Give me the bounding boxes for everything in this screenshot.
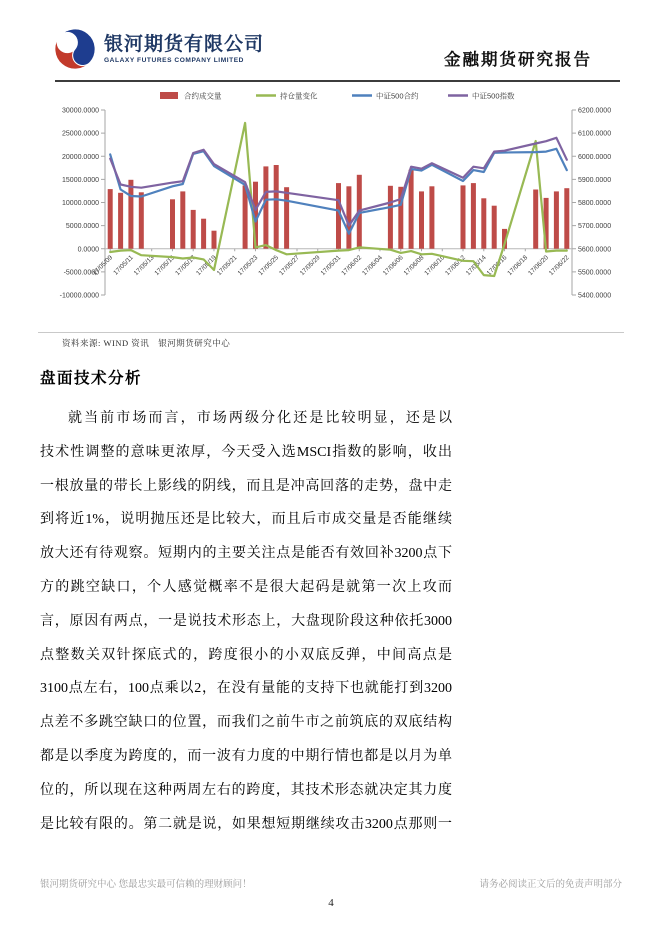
volume-bar [409, 170, 414, 249]
paragraph-line: 一根放量的带长上影线的阴线，而且是冲高回落的走势，盘中走 [40, 478, 452, 494]
x-axis-label: 17/05/17 [174, 254, 198, 278]
volume-bar [191, 210, 196, 249]
volume-bar [139, 192, 144, 248]
page-number: 4 [328, 897, 334, 909]
left-axis-label: 20000.0000 [62, 153, 99, 161]
volume-bar [533, 190, 538, 249]
right-axis-label: 6100.0000 [578, 130, 612, 138]
paragraph-line: 点整数关双针探底式的，跨度很小的小双底反弹，中间高点是 [40, 647, 452, 663]
futures-combo-chart [38, 86, 630, 326]
left-axis-label: 25000.0000 [62, 130, 99, 138]
left-axis-label: -5000.0000 [63, 269, 99, 277]
x-axis-label: 17/05/09 [91, 254, 115, 278]
footer-right-note: 请务必阅读正文后的免责声明部分 [479, 879, 622, 890]
volume-bar [346, 186, 351, 248]
x-axis-label: 17/06/16 [485, 254, 509, 278]
volume-bar [180, 191, 185, 248]
header-divider [55, 80, 620, 82]
paragraph-line: 位的，所以现在这种两周左右的跨度，其技术形态就决定其力度 [40, 782, 452, 798]
x-axis-label: 17/06/04 [361, 254, 384, 278]
x-axis-label: 17/06/20 [527, 254, 550, 278]
volume-bar [492, 206, 497, 249]
volume-bar [564, 188, 569, 249]
volume-bar [419, 191, 424, 248]
legend-swatch-volume [160, 92, 178, 99]
x-axis-label: 17/05/27 [278, 254, 301, 278]
paragraph-line: 就当前市场而言，市场两级分化还是比较明显，还是以 [68, 411, 452, 426]
left-axis-label: 30000.0000 [62, 107, 99, 115]
x-axis-label: 17/06/10 [423, 254, 447, 278]
legend-label: 持仓量变化 [280, 91, 318, 101]
right-axis-label: 5500.0000 [578, 269, 612, 277]
volume-bar [471, 183, 476, 249]
x-axis-label: 17/05/29 [298, 254, 322, 278]
right-axis-label: 5600.0000 [578, 246, 612, 254]
paragraph-line: 3100点左右，100点乘以2，在没有量能的支持下也就能打到3200 [40, 681, 452, 697]
paragraph-line: 到将近1%，说明抛压还是比较大，而且后市成交量是否能继续 [40, 512, 452, 528]
x-axis-label: 17/05/25 [257, 254, 281, 278]
analysis-paragraph [40, 402, 452, 841]
company-logo-block [54, 28, 264, 70]
company-name-en: GALAXY FUTURES COMPANY LIMITED [104, 56, 244, 64]
volume-bar [461, 185, 466, 248]
x-axis-label: 17/05/11 [112, 254, 135, 277]
x-axis-label: 17/06/08 [402, 254, 426, 278]
right-axis-label: 5700.0000 [578, 223, 612, 231]
x-axis-label: 17/06/02 [340, 254, 364, 278]
right-axis-label: 6000.0000 [578, 153, 612, 161]
right-axis-label: 5900.0000 [578, 176, 612, 184]
company-name-block [104, 35, 264, 64]
x-axis-label: 17/06/22 [547, 254, 571, 278]
paragraph-line: 技术性调整的意味更浓厚，今天受入选MSCI指数的影响，收出 [40, 444, 452, 460]
paragraph-line: 方的跳空缺口，个人感觉概率不是很大起码是就第一次上攻而 [40, 579, 452, 595]
x-axis-label: 17/05/23 [236, 254, 260, 278]
legend-label: 中证500指数 [472, 91, 515, 101]
volume-bar [429, 186, 434, 248]
report-title: 金融期货研究报告 [444, 51, 592, 69]
footer-left-note: 银河期货研究中心 您最忠实最可信赖的理财顾问！ [40, 879, 252, 890]
x-axis-label: 17/05/13 [132, 254, 156, 278]
source-note: 资料来源: WIND 资讯 银河期货研究中心 [62, 338, 231, 348]
paragraph-line: 都是以季度为跨度的，而一波有力度的中期行情也都是以月为单 [40, 748, 452, 764]
chart-bottom-divider [38, 332, 624, 333]
paragraph-line: 言，原因有两点，一是说技术形态上，大盘现阶段这种依托3000 [40, 613, 452, 629]
galaxy-logo-icon [54, 28, 96, 70]
volume-bar [108, 189, 113, 249]
right-axis-label: 6200.0000 [578, 107, 612, 115]
x-axis-label: 17/06/06 [381, 254, 405, 278]
left-axis-label: 10000.0000 [62, 200, 99, 207]
volume-bar [201, 219, 206, 249]
volume-bar [388, 186, 393, 249]
right-axis-label: 5800.0000 [578, 200, 612, 207]
volume-bar [554, 191, 559, 248]
right-axis-label: 5400.0000 [578, 292, 612, 300]
volume-bar [274, 165, 279, 249]
left-axis-label: 15000.0000 [62, 176, 99, 184]
volume-bar [263, 166, 268, 248]
left-axis-label: -10000.0000 [59, 292, 99, 300]
x-axis-label: 17/05/15 [153, 254, 177, 278]
volume-bar [118, 193, 123, 249]
volume-bar [128, 180, 133, 249]
paragraph-line: 点差不多跳空缺口的位置，而我们之前牛市之前筑底的双底结构 [40, 715, 452, 731]
section-heading: 盘面技术分析 [40, 370, 143, 387]
x-axis-label: 17/05/31 [319, 254, 343, 278]
x-axis-label: 17/05/19 [195, 254, 218, 278]
paragraph-line: 是比较有限的。第二就是说，如果想短期继续攻击3200点那则一 [40, 816, 452, 832]
company-name-cn: 银河期货有限公司 [104, 33, 265, 55]
volume-bar [170, 199, 175, 249]
legend-label: 中证500合约 [376, 91, 419, 101]
left-axis-label: 5000.0000 [65, 223, 99, 231]
paragraph-line: 放大还有待观察。短期内的主要关注点是能否有效回补3200点下 [40, 546, 452, 562]
volume-bar [284, 187, 289, 249]
x-axis-label: 17/06/12 [444, 254, 467, 278]
x-axis-label: 17/05/21 [215, 254, 239, 278]
x-axis-label: 17/06/18 [506, 254, 530, 278]
x-axis-label: 17/06/14 [464, 254, 488, 278]
legend-label: 合约成交量 [184, 91, 222, 101]
volume-bar [212, 231, 217, 249]
left-axis-label: 0.0000 [77, 246, 99, 254]
volume-bar [481, 198, 486, 248]
